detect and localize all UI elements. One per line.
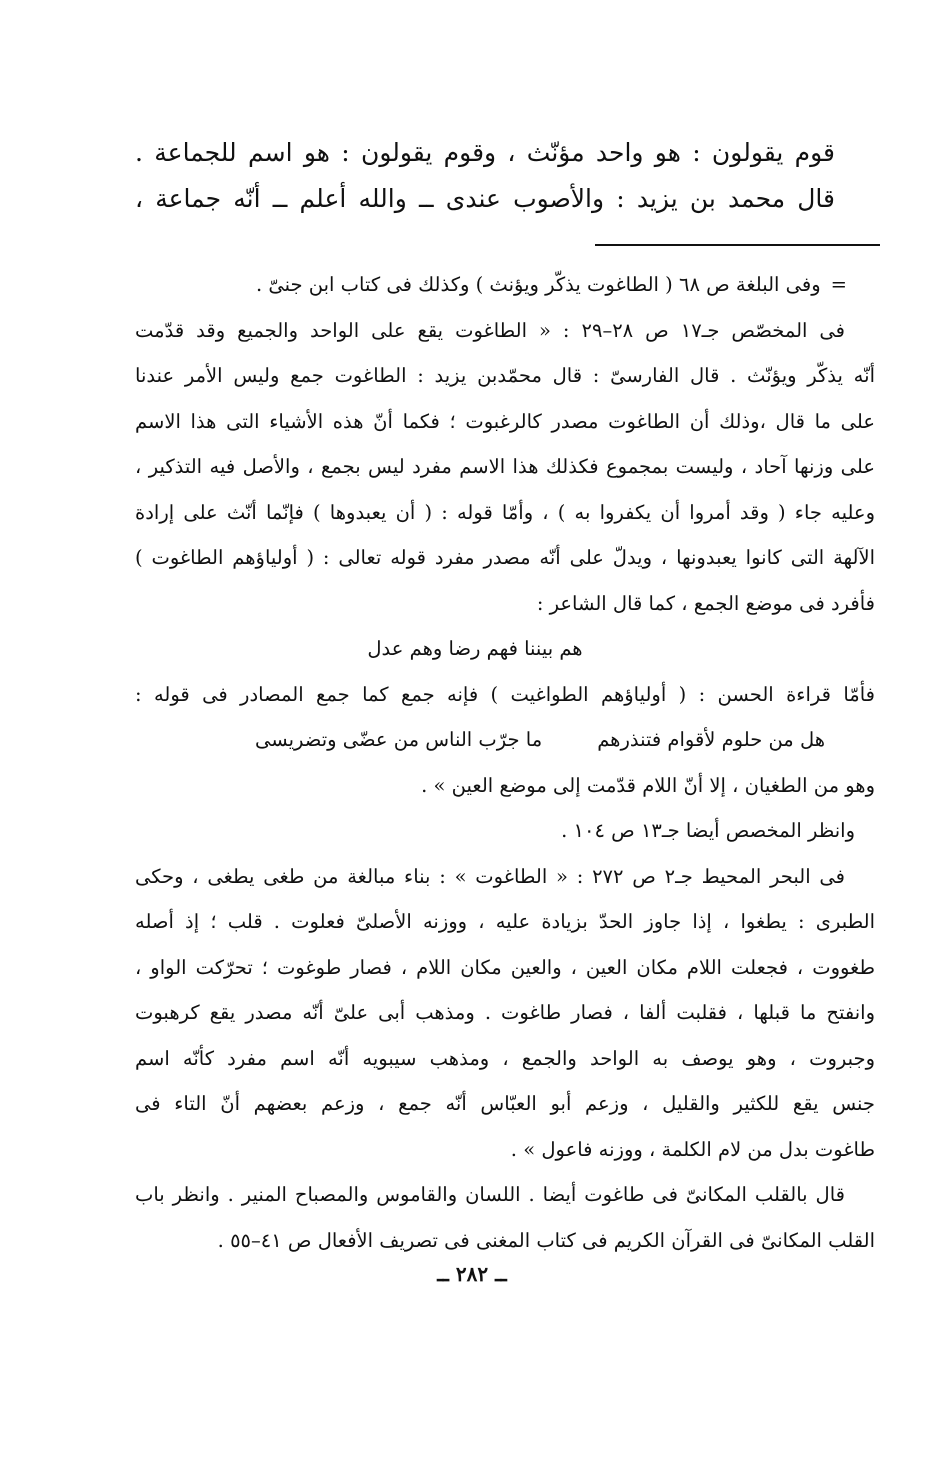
footnote-line: الآلهة التى كانوا يعبدونها ، ويدلّ على أنّه مصدر مفرد قوله تعالى : ( أولياؤهم الطاغوت ) <box>135 546 875 569</box>
footnote-line: فأفرد فى موضع الجمع ، كما قال الشاعر : <box>536 591 875 615</box>
footnote-line: قال بالقلب المكانىّ فى طاغوت أيضا . اللسان والقاموس والمصباح المنير . وانظر باب <box>135 1183 845 1206</box>
footnote-line: الطبرى : يطغوا ، إذا جاوز الحدّ بزيادة عليه ، ووزنه الأصلىّ فعلوت . قلب ؛ إذ أصله <box>135 910 875 933</box>
footnote-line: على ما قال ،وذلك أن الطاغوت مصدر كالرغبوت ؛ فكما أنّ هذه الأشياء التى هذا الاسم <box>135 409 875 433</box>
footnote-text: وفى البلغة ص ٦٨ ( الطاغوت يذكّر ويؤنث ) وكذلك فى كتاب ابن جنىّ . <box>256 273 821 296</box>
footnote-line: وجبروت ، وهو يوصف به الواحد والجمع ، ومذهب سيبويه أنّه اسم مفرد كأنّه اسم <box>135 1046 875 1070</box>
footnote-block <box>135 262 875 1263</box>
page-number: ــ ٢٨٢ ــ <box>437 1262 507 1286</box>
continuation-marker: = <box>830 273 847 296</box>
footnote-line: طغووت ، فجعلت اللام مكان العين ، والعين مكان اللام ، فصار طوغوت ؛ تحرّكت الواو ، <box>135 955 875 979</box>
footnote-line: طاغوت بدل من لام الكلمة ، ووزنه فاعول » . <box>510 1137 875 1161</box>
main-text-line: قوم يقولون : هو واحد مؤنّث ، وقوم يقولون : هو اسم للجماعة . <box>135 138 835 167</box>
footnote-separator <box>595 244 880 246</box>
footnote-line: وهو من الطغيان ، إلا أنّ اللام قدّمت إلى موضع العين » . <box>421 773 875 797</box>
footnote-line: وانفتح ما قبلها ، فقلبت ألفا ، فصار طاغوت . ومذهب أبى علىّ أنّه مصدر يقع كرهبوت <box>135 1001 875 1024</box>
footnote-line: فى المخصّص جـ١٧ ص ٢٨–٢٩ : « الطاغوت يقع على الواحد والجميع وقد قدّمت <box>135 318 846 342</box>
verse-second-hemistich: ما جرّب الناس من عضّى وتضريسى <box>254 728 543 751</box>
main-text-line: قال محمد بن يزيد : والأصوب عندى ــ والله أعلم ــ أنّه جماعة ، <box>135 184 835 213</box>
see-also-line: وانظر المخصص أيضا جـ١٣ ص ١٠٤ . <box>561 819 855 842</box>
verse-line: هم بيننا فهم رضا وهم عدل <box>367 637 583 660</box>
footnote-line: وعليه جاء ( وقد أمروا أن يكفروا به ) ، وأمّا قوله : ( أن يعبدوها ) فإنّما أنّث على إرادة <box>135 500 875 524</box>
footnote-line <box>135 262 875 308</box>
footnote-line: أنّه يذكّر ويؤنّث . قال الفارسىّ : قال محمّدبن يزيد : الطاغوت جمع وليس الأمر عندنا <box>135 364 875 387</box>
footnote-line: القلب المكانىّ فى القرآن الكريم فى كتاب المغنى فى تصريف الأفعال ص ٤١–٥٥ . <box>217 1228 875 1252</box>
verse-first-hemistich: هل من حلوم لأقوام فتنذرهم <box>597 728 825 751</box>
footnote-line: فى البحر المحيط جـ٢ ص ٢٧٢ : « الطاغوت » : بناء مبالغة من طغى يطغى ، وحكى <box>135 864 845 888</box>
main-text <box>135 130 835 222</box>
verse-couplet <box>135 717 875 763</box>
footnote-line: جنس يقع للكثير والقليل ، وزعم أبو العبّاس أنّه جمع ، وزعم بعضهم أنّ التاء فى <box>135 1092 875 1115</box>
footnote-line: على وزنها آحاد ، وليست بمجموع فكذلك هذا الاسم مفرد ليس بجمع ، والأصل فيه التذكير ، <box>135 455 875 478</box>
footnote-line: فأمّا قراءة الحسن : ( أولياؤهم الطواغيت ) فإنه جمع كما جمع المصادر فى قوله : <box>135 682 875 706</box>
